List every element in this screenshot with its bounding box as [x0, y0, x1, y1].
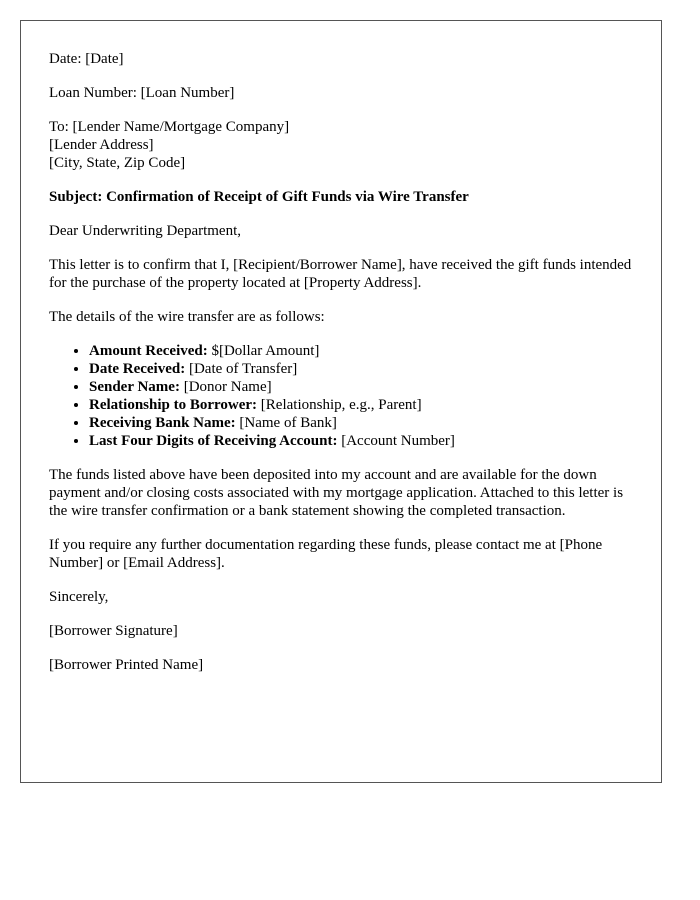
funds-paragraph: The funds listed above have been deposited into my account and are available for the down payment and/or closing costs associated with my mortgage application. Attached to this letter is the wire transfer confirmation or a bank statement showing the completed transaction.: [49, 467, 624, 519]
lender-address: [Lender Address]: [49, 137, 154, 153]
printed-name: [Borrower Printed Name]: [49, 657, 204, 673]
list-item: [89, 414, 633, 432]
recipient-address: [49, 118, 633, 172]
closing: Sincerely,: [49, 589, 109, 605]
detail-label: Sender Name:: [89, 379, 180, 395]
lender-city: [City, State, Zip Code]: [49, 155, 186, 171]
detail-label: Receiving Bank Name:: [89, 415, 236, 431]
detail-label: Relationship to Borrower:: [89, 397, 258, 413]
salutation: Dear Underwriting Department,: [49, 223, 242, 239]
detail-label: Last Four Digits of Receiving Account:: [89, 433, 338, 449]
detail-label: Amount Received:: [89, 343, 208, 359]
contact-paragraph: If you require any further documentation regarding these funds, please contact me at [Phone Number] or [Email Address].: [49, 537, 603, 571]
list-item: [89, 360, 633, 378]
detail-value: [Account Number]: [337, 433, 455, 449]
list-item: [89, 378, 633, 396]
list-item: [89, 342, 633, 360]
detail-value: [Name of Bank]: [235, 415, 337, 431]
detail-value: [Date of Transfer]: [185, 361, 298, 377]
detail-value: [Donor Name]: [179, 379, 272, 395]
detail-value: $[Dollar Amount]: [207, 343, 320, 359]
subject-line: Subject: Confirmation of Receipt of Gift Funds via Wire Transfer: [49, 189, 469, 205]
signature: [Borrower Signature]: [49, 623, 178, 639]
loan-number-line: Loan Number: [Loan Number]: [49, 85, 235, 101]
list-item: [89, 396, 633, 414]
date-line: Date: [Date]: [49, 51, 124, 67]
lender-name: To: [Lender Name/Mortgage Company]: [49, 119, 290, 135]
detail-label: Date Received:: [89, 361, 186, 377]
details-list: [49, 342, 633, 450]
detail-value: [Relationship, e.g., Parent]: [257, 397, 422, 413]
letter: [20, 20, 662, 783]
details-intro: The details of the wire transfer are as follows:: [49, 309, 325, 325]
list-item: [89, 432, 633, 450]
intro-paragraph: This letter is to confirm that I, [Recipient/Borrower Name], have received the gift funds intended for the purchase of the property located at [Property Address].: [49, 257, 632, 291]
